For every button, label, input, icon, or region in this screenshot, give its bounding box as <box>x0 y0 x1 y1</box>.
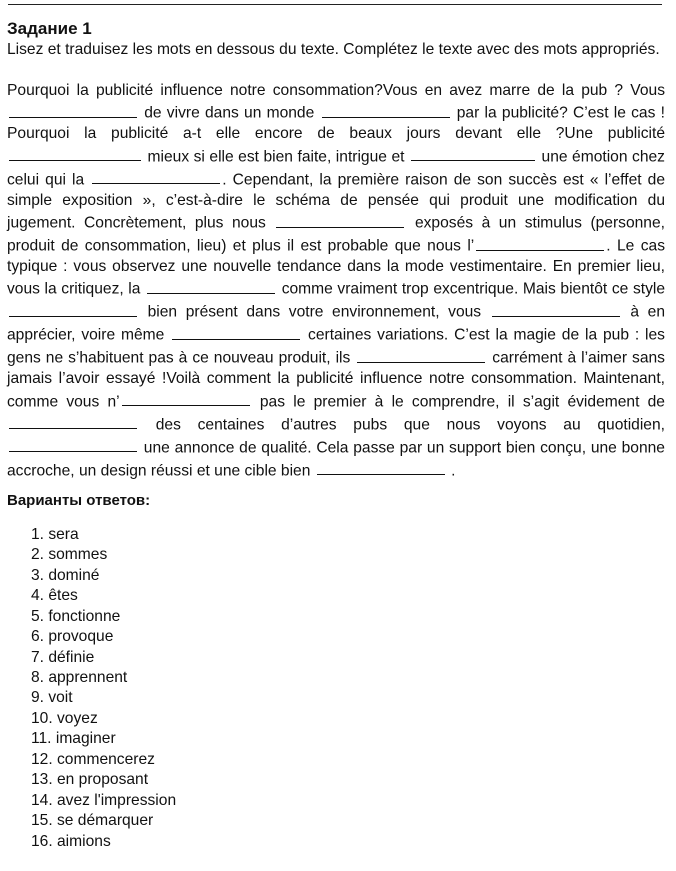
text-segment: certaines variations. C’est la magie de la pub : les gens ne s’habituent pas à ce nouveau produit, ils <box>7 327 665 368</box>
text-segment: une annonce de qualité. Cela passe par un support bien conçu, une bonne accroche, un design réussi et une cible bien <box>7 439 665 480</box>
text-segment: . Le cas typique : vous observez une nouvelle tendance dans la mode vestimentaire. En premier lieu, vous la critiquez, la <box>7 237 665 299</box>
answer-blank <box>492 300 620 317</box>
text-segment: comme vraiment trop excentrique. Mais bientôt ce style <box>281 281 666 299</box>
answer-blank <box>9 145 141 162</box>
text-segment: . <box>451 462 456 480</box>
answer-blank <box>122 390 250 407</box>
answer-option: 1. sera <box>31 525 79 543</box>
answer-option: 16. aimions <box>31 832 111 850</box>
answer-blank <box>147 277 275 294</box>
text-segment: exposés à un stimulus (personne, produit de consommation, lieu) et plus il est probable que nous l’ <box>7 214 665 255</box>
text-segment: mieux si elle est bien faite, intrigue et <box>147 148 405 166</box>
text-segment: des centaines d’autres pubs que nous voyons au quotidien, <box>155 416 665 434</box>
answer-blank <box>476 234 604 251</box>
text-segment: Pourquoi la publicité influence notre consommation?Vous en avez marre de la pub ? Vous <box>7 81 665 99</box>
answer-option: 12. commencerez <box>31 750 155 768</box>
answer-blank <box>9 436 137 453</box>
task-title: Задание 1 <box>7 19 92 38</box>
answer-option: 6. provoque <box>31 628 114 646</box>
answer-blank <box>322 101 450 118</box>
answer-option: 14. avez l'impression <box>31 791 177 809</box>
answer-blank <box>317 459 445 476</box>
answer-option: 13. en proposant <box>31 771 149 789</box>
answer-option: 3. dominé <box>31 566 100 584</box>
answer-blank <box>411 145 535 162</box>
answer-option: 4. êtes <box>31 587 78 605</box>
worksheet <box>7 18 665 852</box>
text-segment: de vivre dans un monde <box>144 104 315 122</box>
text-segment: par la publicité? C’est le cas ! Pourquoi la publicité a-t elle encore de beaux jours devant elle ?Une publicité <box>7 104 665 143</box>
answer-option: 8. apprennent <box>31 669 128 686</box>
answer-blank <box>276 211 404 228</box>
answer-blank <box>9 300 137 317</box>
answer-options-list <box>7 525 665 852</box>
answers-title: Варианты ответов: <box>7 491 151 509</box>
answer-blank <box>9 101 137 118</box>
cloze-text <box>7 81 665 482</box>
answer-option: 9. voit <box>31 689 73 707</box>
answer-blank <box>9 413 137 430</box>
answer-option: 7. définie <box>31 648 95 666</box>
top-rule <box>8 4 662 5</box>
answer-option: 11. imaginer <box>31 730 116 748</box>
text-segment: . Cependant, la première raison de son succès est « l’effet de simple exposition », c’est-à-dire le schéma de pensée qui produit une modification du jugement. Concrètement, plus nous <box>7 171 665 232</box>
text-segment: pas le premier à le comprendre, il s’agit évidement de <box>259 393 665 411</box>
answer-option: 10. voyez <box>31 709 98 727</box>
text-segment: bien présent dans votre environnement, vous <box>147 304 482 322</box>
answer-option: 15. se démarquer <box>31 812 154 830</box>
answer-blank <box>92 168 220 185</box>
answer-option: 5. fonctionne <box>31 607 121 625</box>
paragraph-spacer <box>7 60 665 80</box>
text-segment: carrément à l’aimer sans jamais l’avoir essayé !Voilà comment la publicité influence notre consommation. Maintenant, comme vous n’ <box>7 350 665 411</box>
answer-option: 2. sommes <box>31 546 108 564</box>
answer-blank <box>357 346 485 363</box>
answer-blank <box>172 323 300 340</box>
text-segment: à en apprécier, voire même <box>7 304 665 345</box>
task-instruction: Lisez et traduisez les mots en dessous du texte. Complétez le texte avec des mots appropriés. <box>7 41 660 58</box>
text-segment: une émotion chez celui qui la <box>7 148 665 189</box>
